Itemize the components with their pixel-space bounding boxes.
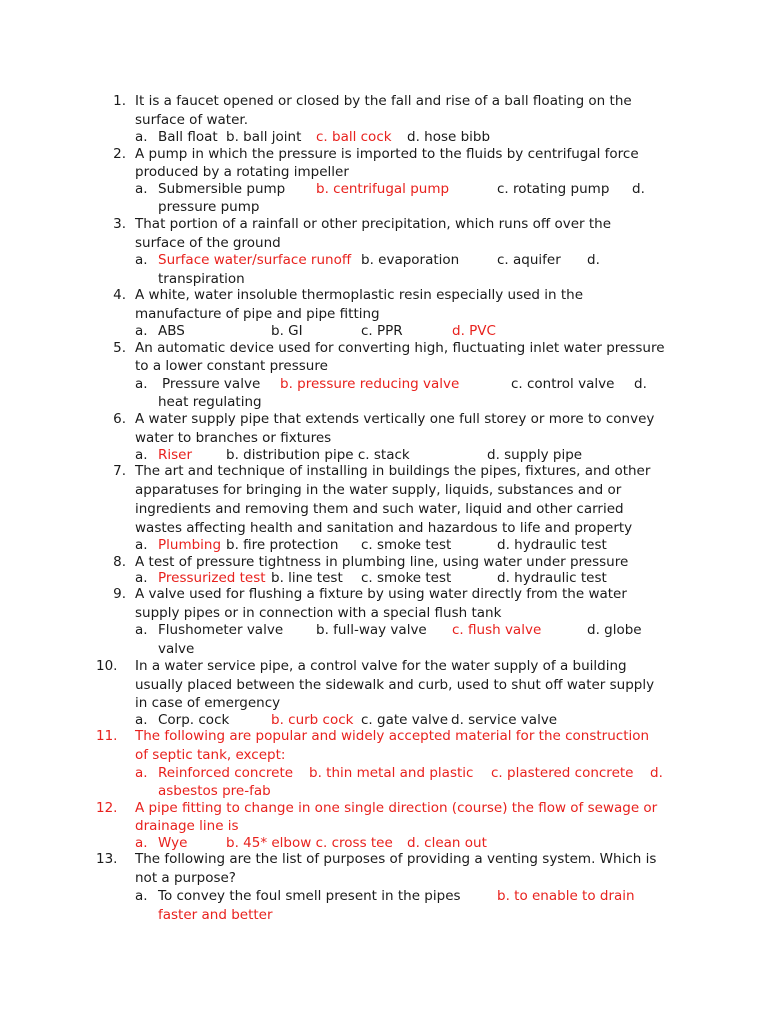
question-number: 6. <box>113 411 126 427</box>
choice-a: Corp. cock <box>158 712 230 728</box>
choice-letter: a. <box>135 765 148 781</box>
question-number: 12. <box>96 800 118 816</box>
question-text: A water supply pipe that extends vertically one full storey or more to convey <box>135 411 655 427</box>
choice-b-answer: b. pressure reducing valve <box>280 376 460 392</box>
choice-c: c. aquifer <box>497 252 561 268</box>
choice-letter: a. <box>135 376 148 392</box>
question-text: A pump in which the pressure is imported to the fluids by centrifugal force <box>135 146 639 162</box>
choice-d-continued: heat regulating <box>158 394 262 410</box>
question-number: 11. <box>96 728 118 744</box>
choice-c: c. gate valve <box>361 712 449 728</box>
question-text: to a lower constant pressure <box>135 358 328 374</box>
choice-c-answer: c. ball cock <box>316 129 392 145</box>
question-text: drainage line is <box>135 818 239 834</box>
choice-d-answer: d. PVC <box>452 323 496 339</box>
choice-b: b. GI <box>271 323 303 339</box>
choice-letter: a. <box>135 129 148 145</box>
question-text: usually placed between the sidewalk and curb, used to shut off water supply <box>135 677 655 693</box>
choice-c: c. PPR <box>361 323 403 339</box>
question-number: 10. <box>96 658 118 674</box>
choice-a: Reinforced concrete <box>158 765 294 781</box>
choice-letter: a. <box>135 888 148 904</box>
choice-c: c. smoke test <box>361 537 452 553</box>
question-text: It is a faucet opened or closed by the fall and rise of a ball floating on the <box>135 93 632 109</box>
question-text: In a water service pipe, a control valve for the water supply of a building <box>135 658 627 674</box>
choice-b-continued: faster and better <box>158 907 273 923</box>
choice-d: d. service valve <box>451 712 558 728</box>
choice-b: b. fire protection <box>226 537 339 553</box>
choice-a: Pressure valve <box>162 376 261 392</box>
choice-d: d. hose bibb <box>407 129 491 145</box>
choice-a: ABS <box>158 323 185 339</box>
choice-b-c: b. distribution pipe c. stack <box>226 447 410 463</box>
choice-d: d. <box>634 376 647 392</box>
choice-letter: a. <box>135 570 148 586</box>
question-text: The art and technique of installing in buildings the pipes, fixtures, and other <box>135 463 651 479</box>
choice-a: To convey the foul smell present in the pipes <box>158 888 461 904</box>
question-text: An automatic device used for converting high, fluctuating inlet water pressure <box>135 340 665 356</box>
choice-d: d. clean out <box>407 835 487 851</box>
choice-letter: a. <box>135 447 148 463</box>
question-text: A pipe fitting to change in one single direction (course) the flow of sewage or <box>135 800 658 816</box>
question-text: not a purpose? <box>135 870 236 886</box>
choice-b-answer: b. curb cock <box>271 712 354 728</box>
choice-b: b. thin metal and plastic <box>309 765 474 781</box>
choice-letter: a. <box>135 835 148 851</box>
choice-d: d. <box>632 181 645 197</box>
choice-d-continued: transpiration <box>158 271 245 287</box>
question-text: apparatuses for bringing in the water supply, liquids, substances and or <box>135 482 622 498</box>
choice-b: b. ball joint <box>226 129 302 145</box>
choice-d: d. hydraulic test <box>497 570 607 586</box>
question-number: 7. <box>113 463 126 479</box>
question-number: 13. <box>96 851 118 867</box>
choice-b-answer: b. centrifugal pump <box>316 181 450 197</box>
choice-a-answer: Plumbing <box>158 537 222 553</box>
question-text: A valve used for flushing a fixture by using water directly from the water <box>135 586 627 602</box>
choice-d: d. <box>587 252 600 268</box>
question-text: supply pipes or in connection with a special flush tank <box>135 605 502 621</box>
choice-b: b. full-way valve <box>316 622 427 638</box>
question-text: The following are the list of purposes of providing a venting system. Which is <box>135 851 657 867</box>
question-text: A white, water insoluble thermoplastic resin especially used in the <box>135 287 584 303</box>
choice-a-answer: Pressurized test <box>158 570 266 586</box>
question-number: 9. <box>113 586 126 602</box>
question-number: 5. <box>113 340 126 356</box>
question-text: of septic tank, except: <box>135 747 286 763</box>
question-text: wastes affecting health and sanitation and hazardous to life and property <box>135 520 633 536</box>
choice-c-answer: c. flush valve <box>452 622 542 638</box>
choice-b-answer: b. to enable to drain <box>497 888 635 904</box>
choice-a: Ball float <box>158 129 218 145</box>
question-text: manufacture of pipe and pipe fitting <box>135 306 380 322</box>
question-number: 3. <box>113 216 126 232</box>
question-number: 2. <box>113 146 126 162</box>
question-text: That portion of a rainfall or other precipitation, which runs off over the <box>135 216 612 232</box>
choice-d: d. hydraulic test <box>497 537 607 553</box>
choice-letter: a. <box>135 181 148 197</box>
choice-d-continued: asbestos pre-fab <box>158 783 271 799</box>
question-text: A test of pressure tightness in plumbing line, using water under pressure <box>135 554 629 570</box>
question-number: 4. <box>113 287 126 303</box>
choice-a: Wye <box>158 835 188 851</box>
choice-d: d. globe <box>587 622 642 638</box>
choice-a: Flushometer valve <box>158 622 284 638</box>
choice-b: b. line test <box>271 570 343 586</box>
choice-d: d. <box>650 765 663 781</box>
choice-a-answer: Surface water/surface runoff <box>158 252 352 268</box>
question-text: ingredients and removing them and such water, liquid and other carried <box>135 501 624 517</box>
question-text: water to branches or fixtures <box>135 430 332 446</box>
choice-a: Submersible pump <box>158 181 286 197</box>
choice-d-continued: pressure pump <box>158 199 260 215</box>
question-text: The following are popular and widely accepted material for the construction <box>135 728 650 744</box>
choice-letter: a. <box>135 252 148 268</box>
choice-b: b. evaporation <box>361 252 460 268</box>
choice-a-answer: Riser <box>158 447 193 463</box>
choice-c: c. control valve <box>511 376 615 392</box>
question-text: produced by a rotating impeller <box>135 164 349 180</box>
choice-c: c. rotating pump <box>497 181 610 197</box>
question-number: 8. <box>113 554 126 570</box>
choice-c: c. plastered concrete <box>491 765 634 781</box>
question-number: 1. <box>113 93 126 109</box>
choice-letter: a. <box>135 323 148 339</box>
question-text: surface of the ground <box>135 235 281 251</box>
question-text: surface of water. <box>135 112 249 128</box>
choice-letter: a. <box>135 622 148 638</box>
choice-d-continued: valve <box>158 641 195 657</box>
choice-c: c. smoke test <box>361 570 452 586</box>
question-text: in case of emergency <box>135 695 281 711</box>
choice-letter: a. <box>135 537 148 553</box>
choice-b-c: b. 45* elbow c. cross tee <box>226 835 393 851</box>
choice-d: d. supply pipe <box>487 447 583 463</box>
choice-letter: a. <box>135 712 148 728</box>
